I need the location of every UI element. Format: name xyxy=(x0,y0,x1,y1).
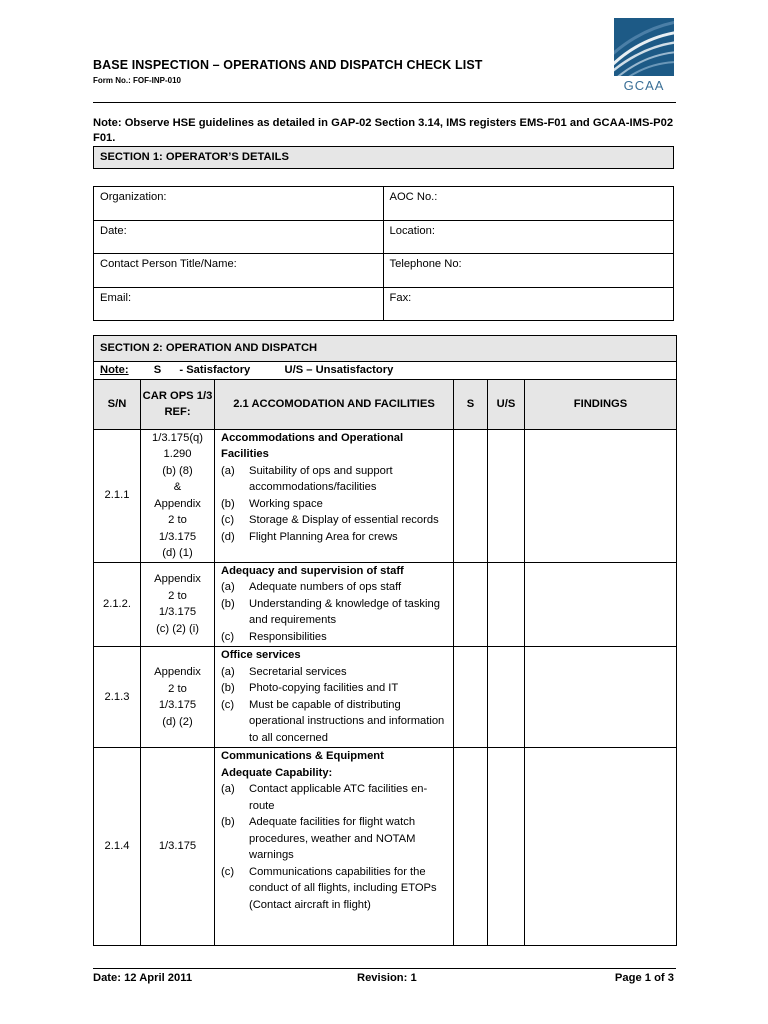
sub-item-label: (a) xyxy=(221,464,235,477)
operator-details-table xyxy=(93,186,674,321)
row-reference xyxy=(141,647,215,748)
item-title: Communications & Equipment xyxy=(221,750,384,762)
sub-item xyxy=(221,629,449,646)
reference-line: (d) (1) xyxy=(162,547,193,559)
findings-cell[interactable] xyxy=(525,562,677,647)
sub-item xyxy=(221,697,449,747)
item-title: Adequacy and supervision of staff xyxy=(221,564,404,577)
reference-line: 2 to xyxy=(168,589,187,602)
sub-item-text: Adequate facilities for flight watch procedures, weather and NOTAM warnings xyxy=(249,816,416,861)
satisfactory-cell[interactable] xyxy=(454,748,488,946)
footer-date: Date: 12 April 2011 xyxy=(93,972,193,984)
reference-line: & xyxy=(173,481,182,493)
sub-item-label: (a) xyxy=(221,783,235,795)
legend-row xyxy=(94,362,677,380)
sub-item-text: Suitability of ops and support accommodations/facilities xyxy=(249,464,393,493)
sub-item xyxy=(221,463,449,496)
row-reference xyxy=(141,748,215,946)
details-row xyxy=(94,287,674,321)
sub-item xyxy=(221,664,449,681)
checklist-row xyxy=(94,562,677,647)
sub-item xyxy=(221,680,449,697)
sub-item-text: Understanding & knowledge of tasking and requirements xyxy=(249,597,440,626)
row-serial-number: 2.1.3 xyxy=(94,647,141,748)
checklist-row xyxy=(94,429,677,562)
item-title: Accommodations and Operational Facilities xyxy=(221,431,404,460)
sub-item-label: (c) xyxy=(221,698,235,711)
sub-item-label: (d) xyxy=(221,530,235,543)
details-field[interactable]: Contact Person Title/Name: xyxy=(94,254,384,288)
row-description xyxy=(215,429,454,562)
unsatisfactory-cell[interactable] xyxy=(488,429,525,562)
row-serial-number: 2.1.1 xyxy=(94,429,141,562)
unsatisfactory-cell[interactable] xyxy=(488,562,525,647)
row-serial-number: 2.1.2. xyxy=(94,562,141,647)
details-field[interactable]: Telephone No: xyxy=(383,254,673,288)
column-header-us: U/S xyxy=(488,379,525,429)
reference-line: Appendix xyxy=(154,573,201,586)
sub-item-label: (b) xyxy=(221,497,235,510)
reference-line: 1/3.175(q) xyxy=(152,431,203,444)
sub-item-text: Must be capable of distributing operational instructions and information to all concerned xyxy=(249,698,445,744)
reference-line: (b) (8) xyxy=(162,464,193,477)
details-field[interactable]: Organization: xyxy=(94,187,384,221)
legend-us: U/S – Unsatisfactory xyxy=(284,364,394,376)
sub-item-text: Adequate numbers of ops staff xyxy=(249,581,402,593)
reference-line: 1.290 xyxy=(163,448,192,460)
sub-item xyxy=(221,781,449,814)
reference-line: 1/3.175 xyxy=(158,606,197,619)
details-field[interactable]: AOC No.: xyxy=(383,187,673,221)
column-header-s: S xyxy=(454,379,488,429)
reference-line: 1/3.175 xyxy=(158,840,197,853)
findings-cell[interactable] xyxy=(525,647,677,748)
form-number: Form No.: FOF-INP-010 xyxy=(93,76,182,85)
sub-item xyxy=(221,596,449,629)
footer-page-number: Page 1 of 3 xyxy=(614,972,674,984)
legend-s-desc: - Satisfactory xyxy=(179,364,251,376)
operations-checklist-table xyxy=(93,335,677,946)
row-description xyxy=(215,647,454,748)
row-description xyxy=(215,748,454,946)
details-field[interactable]: Fax: xyxy=(383,287,673,321)
satisfactory-cell[interactable] xyxy=(454,562,488,647)
legend-s: S xyxy=(153,364,162,376)
sub-item-text: Responsibilities xyxy=(249,630,327,643)
satisfactory-cell[interactable] xyxy=(454,429,488,562)
details-field[interactable]: Location: xyxy=(383,220,673,254)
reference-line: 2 to xyxy=(168,682,187,695)
findings-cell[interactable] xyxy=(525,429,677,562)
sub-item-label: (b) xyxy=(221,597,235,610)
row-description xyxy=(215,562,454,647)
details-row xyxy=(94,254,674,288)
header-divider xyxy=(93,102,676,103)
reference-line: (c) (2) (i) xyxy=(156,622,199,635)
details-row xyxy=(94,220,674,254)
reference-line: Appendix xyxy=(154,666,201,678)
footer-revision: Revision: 1 xyxy=(357,972,417,984)
logo-emblem-icon xyxy=(614,18,674,76)
sub-item-label: (c) xyxy=(221,630,235,643)
section1-title: SECTION 1: OPERATOR’S DETAILS xyxy=(93,146,674,169)
sub-item-label: (c) xyxy=(221,865,235,878)
details-field[interactable]: Email: xyxy=(94,287,384,321)
sub-item xyxy=(221,512,449,529)
sub-item-label: (a) xyxy=(221,665,235,678)
checklist-row xyxy=(94,748,677,946)
reference-line: (d) (2) xyxy=(162,715,193,728)
reference-line: 1/3.175 xyxy=(158,530,197,543)
reference-line: Appendix xyxy=(154,497,201,510)
findings-cell[interactable] xyxy=(525,748,677,946)
sub-item-text: Storage & Display of essential records xyxy=(249,514,439,526)
column-header-ref: CAR OPS 1/3 REF: xyxy=(141,379,215,429)
section2-title: SECTION 2: OPERATION AND DISPATCH xyxy=(94,336,677,362)
unsatisfactory-cell[interactable] xyxy=(488,647,525,748)
sub-item xyxy=(221,496,449,513)
document-title: BASE INSPECTION – OPERATIONS AND DISPATCH CHECK LIST xyxy=(93,58,483,72)
column-header-sn: S/N xyxy=(94,379,141,429)
sub-item-text: Secretarial services xyxy=(249,665,347,678)
unsatisfactory-cell[interactable] xyxy=(488,748,525,946)
sub-item-label: (c) xyxy=(221,514,235,526)
reference-line: 2 to xyxy=(168,514,187,526)
footer-divider xyxy=(93,968,676,969)
column-header-findings: FINDINGS xyxy=(525,379,677,429)
sub-item xyxy=(221,579,449,596)
sub-item-label: (b) xyxy=(221,816,235,828)
checklist-row xyxy=(94,647,677,748)
row-serial-number: 2.1.4 xyxy=(94,748,141,946)
sub-item-text: Communications capabilities for the conduct of all flights, including ETOPs (Contact aircraft in flight) xyxy=(249,865,437,911)
row-reference xyxy=(141,562,215,647)
item-subtitle: Adequate Capability: xyxy=(221,766,333,779)
sub-item-text: Working space xyxy=(249,497,323,510)
details-field[interactable]: Date: xyxy=(94,220,384,254)
sub-item-text: Flight Planning Area for crews xyxy=(249,530,398,543)
sub-item-text: Contact applicable ATC facilities en-route xyxy=(249,783,428,812)
sub-item xyxy=(221,864,449,914)
sub-item xyxy=(221,529,449,546)
gcaa-logo xyxy=(612,18,676,92)
legend-note-label: Note: xyxy=(100,364,129,376)
logo-text: GCAA xyxy=(623,78,665,93)
hse-note: Note: Observe HSE guidelines as detailed in GAP-02 Section 3.14, IMS registers EMS-F01 and GCAA-IMS-P02 F01. xyxy=(93,117,674,144)
satisfactory-cell[interactable] xyxy=(454,647,488,748)
column-header-item: 2.1 ACCOMODATION AND FACILITIES xyxy=(215,379,454,429)
sub-item-label: (b) xyxy=(221,682,235,694)
reference-line: 1/3.175 xyxy=(158,699,197,711)
sub-item-label: (a) xyxy=(221,581,235,593)
row-reference xyxy=(141,429,215,562)
item-title: Office services xyxy=(221,649,301,661)
details-row xyxy=(94,187,674,221)
sub-item xyxy=(221,814,449,864)
sub-item-text: Photo-copying facilities and IT xyxy=(249,682,399,694)
